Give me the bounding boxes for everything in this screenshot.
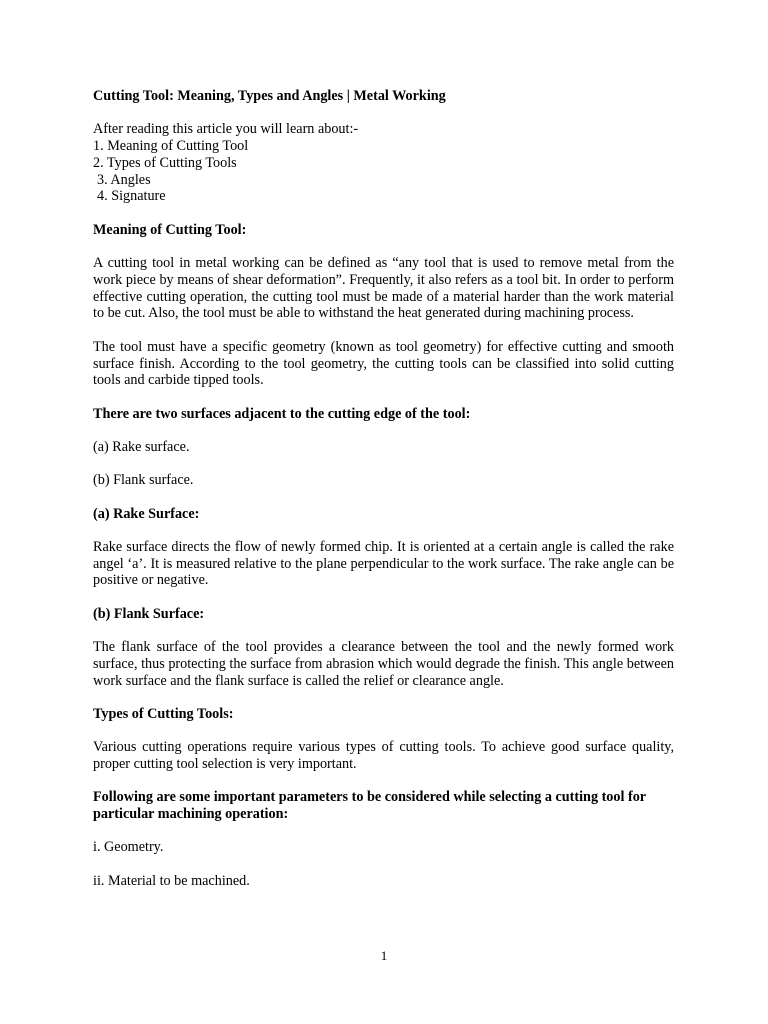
- types-heading: Types of Cutting Tools:: [93, 705, 234, 722]
- parameters-heading: Following are some important parameters to be considered while selecting a cutting tool for particular machining operation:: [93, 789, 646, 823]
- toc-item-angles: 3. Angles: [97, 171, 151, 188]
- surface-item-rake: (a) Rake surface.: [93, 438, 190, 455]
- surfaces-heading: There are two surfaces adjacent to the cutting edge of the tool:: [93, 405, 471, 422]
- flank-surface-heading: (b) Flank Surface:: [93, 605, 205, 622]
- intro-text: After reading this article you will learn about:-: [93, 121, 359, 138]
- toc-item-meaning: 1. Meaning of Cutting Tool: [93, 138, 249, 155]
- page-number: 1: [380, 948, 388, 963]
- parameter-item-geometry: i. Geometry.: [93, 839, 164, 856]
- flank-surface-paragraph: The flank surface of the tool provides a clearance between the tool and the newly formed work surface, thus protecting the surface from abrasion which would degrade the finish. This angle between work surface and the flank surface is called the relief or clearance angle.: [93, 639, 674, 689]
- document-page: [93, 88, 674, 906]
- rake-surface-heading: (a) Rake Surface:: [93, 505, 200, 522]
- table-of-contents: [93, 138, 674, 205]
- toc-item-types: 2. Types of Cutting Tools: [93, 154, 237, 171]
- parameter-item-material: ii. Material to be machined.: [93, 872, 250, 889]
- meaning-paragraph-1: A cutting tool in metal working can be defined as “any tool that is used to remove metal from the work piece by means of shear deformation”. Frequently, it also refers as a tool bit. In order to perform effective cutting operation, the cutting tool must be made of a material harder than the work material to be cut. Also, the tool must be able to withstand the heat generated during machining process.: [93, 255, 674, 322]
- rake-surface-paragraph: Rake surface directs the flow of newly formed chip. It is oriented at a certain angle is called the rake angel ‘a’. It is measured relative to the plane perpendicular to the work surface. The rake angle can be positive or negative.: [93, 538, 674, 589]
- document-title: Cutting Tool: Meaning, Types and Angles | Metal Working: [93, 88, 446, 104]
- meaning-paragraph-2: The tool must have a specific geometry (known as tool geometry) for effective cutting and smooth surface finish. According to the tool geometry, the cutting tools can be classified into solid cutting tools and carbide tipped tools.: [93, 338, 674, 389]
- toc-item-signature: 4. Signature: [97, 188, 166, 205]
- surface-item-flank: (b) Flank surface.: [93, 472, 194, 489]
- types-paragraph: Various cutting operations require various types of cutting tools. To achieve good surface quality, proper cutting tool selection is very important.: [93, 739, 674, 773]
- meaning-heading: Meaning of Cutting Tool:: [93, 221, 247, 238]
